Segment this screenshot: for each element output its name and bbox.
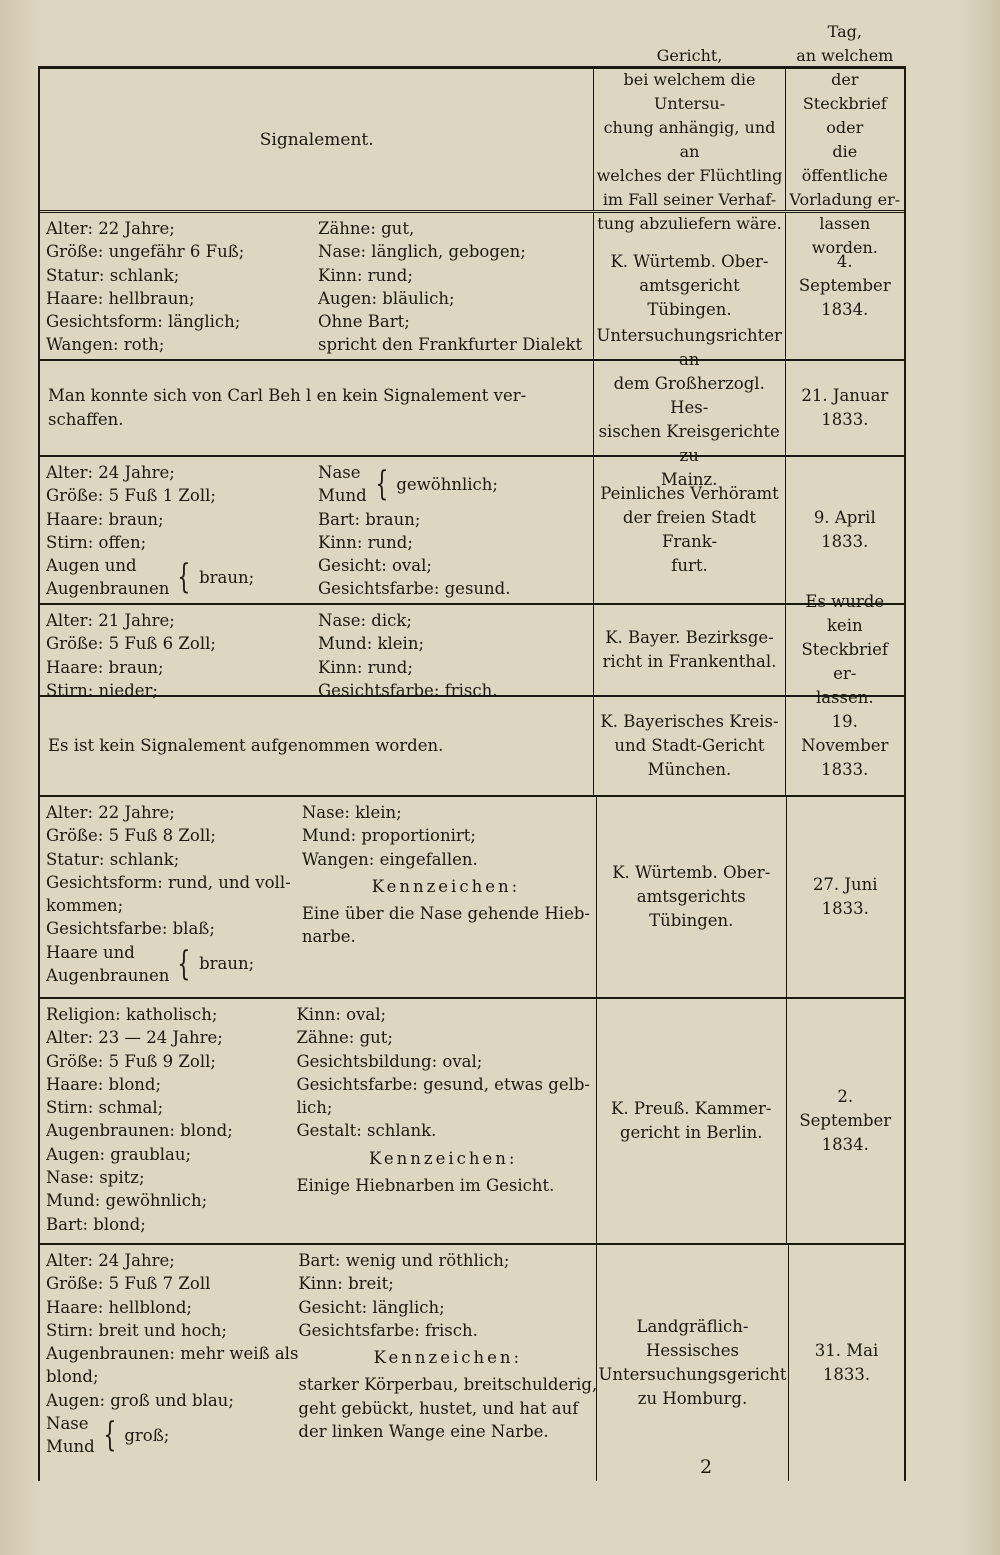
signalement-line: Größe: 5 Fuß 8 Zoll; <box>46 826 216 846</box>
signalement-line: kommen; <box>46 896 124 916</box>
court-text <box>600 710 778 782</box>
brace-items <box>318 461 367 508</box>
signalement-line: Wangen: eingefallen. <box>301 849 478 869</box>
court-line: K. Bayer. Bezirksge- <box>605 628 774 647</box>
signalement-line: Gesichtsform: länglich; <box>46 312 241 332</box>
court-line: und Stadt-Gericht <box>614 736 765 755</box>
signalement-note <box>48 384 526 432</box>
court-line: der freien Stadt Frank- <box>622 508 757 551</box>
header-court-line: im Fall seiner Verhaf- <box>602 189 777 209</box>
brace-item: Nase <box>46 1414 89 1434</box>
signalement-line: Gesicht: länglich; <box>298 1297 445 1317</box>
signalement-line: Augen: graublau; <box>46 1144 192 1164</box>
date-line: 19. November <box>801 712 889 755</box>
signalement-left <box>46 1249 298 1477</box>
signalement-line: Gesichtsfarbe: gesund. <box>318 579 511 599</box>
header-court-line: bei welchem die Untersu- <box>623 69 756 113</box>
court-line: furt. <box>671 556 708 575</box>
date-line: Es wurde kein <box>805 592 885 635</box>
signalement-line: Haare: braun; <box>46 509 164 529</box>
signalement-line: Nase: länglich, gebogen; <box>318 242 526 262</box>
signalement-line: Größe: 5 Fuß 1 Zoll; <box>46 486 216 506</box>
signalement-right <box>318 217 587 355</box>
table-body <box>40 213 904 1481</box>
date-line: lassen. <box>815 688 874 707</box>
kennzeichen-line: narbe. <box>301 927 356 947</box>
date-cell <box>786 457 904 603</box>
brace-item: Nase <box>318 463 361 482</box>
signalement-cell <box>40 1245 597 1481</box>
signalement-cell <box>40 213 594 359</box>
signalement-line: lich; <box>296 1098 333 1118</box>
signalement-line: Gesichtsfarbe: gesund, etwas gelb- <box>296 1074 590 1094</box>
signalement-line: Bart: braun; <box>318 509 421 529</box>
signalement-line: Mund: proportionirt; <box>301 826 476 846</box>
court-text <box>598 1315 786 1411</box>
signalement-line: Stirn: breit und hoch; <box>46 1320 227 1340</box>
signalement-left <box>46 609 318 700</box>
signalement-left <box>46 217 318 355</box>
court-line: zu Homburg. <box>637 1389 748 1408</box>
signalement-line: Stirn: nieder; <box>46 680 158 700</box>
brace-group <box>318 461 587 508</box>
brace-item: Haare und <box>46 942 135 962</box>
date-line: 1833. <box>822 1365 871 1384</box>
signalement-cell <box>40 697 594 795</box>
signalement-line: Alter: 24 Jahre; <box>46 463 175 482</box>
court-cell <box>597 797 787 997</box>
date-cell <box>786 213 904 359</box>
header-court-line: chung anhängig, und an <box>603 117 776 161</box>
signalement-line: Nase: spitz; <box>46 1168 145 1188</box>
date-cell <box>787 999 904 1243</box>
signalement-line: Kinn: rund; <box>318 657 413 677</box>
signalement-line: spricht den Frankfurter Dialekt <box>318 335 583 355</box>
court-text <box>600 861 783 933</box>
court-line: Untersuchungsrichter an <box>596 326 782 369</box>
signalement-left <box>46 801 302 993</box>
signalement-note <box>48 734 443 758</box>
header-court-line: welches der Flüchtling <box>596 165 783 185</box>
brace-value: braun; <box>199 954 255 974</box>
brace-item: Mund <box>46 1437 95 1457</box>
date-line: 27. Juni <box>812 875 878 894</box>
header-date-line: lassen worden. <box>811 213 878 257</box>
note-line: Man konnte sich von Carl Beh l en kein Signalement ver- <box>48 386 527 405</box>
signalement-line: Alter: 22 Jahre; <box>46 219 175 238</box>
signalement-line: Größe: ungefähr 6 Fuß; <box>46 242 245 262</box>
signalement-cell <box>40 361 594 455</box>
table-row <box>40 797 904 999</box>
header-date-line: die öffentliche <box>801 141 888 185</box>
header-date-line: an welchem der <box>796 45 894 89</box>
header-date <box>786 21 904 257</box>
signalement-left <box>46 1003 296 1239</box>
signalement-line: Haare: hellblond; <box>46 1297 192 1317</box>
kennzeichen-heading: Kennzeichen: <box>373 1348 523 1368</box>
page-number: 2 <box>700 1456 713 1478</box>
signalement-line: Haare: hellbraun; <box>46 288 195 308</box>
signalement-line: Nase: dick; <box>318 611 412 630</box>
date-text <box>789 710 901 782</box>
signalement-line: Haare: braun; <box>46 657 164 677</box>
signalement-line: Alter: 23 — 24 Jahre; <box>46 1028 223 1048</box>
kennzeichen-line: geht gebückt, hustet, und hat auf <box>298 1398 579 1418</box>
court-cell <box>594 326 786 489</box>
court-cell <box>594 605 785 695</box>
kennzeichen-line: Eine über die Nase gehende Hieb- <box>301 904 590 924</box>
brace-value: braun; <box>199 567 255 587</box>
kennzeichen-line: starker Körperbau, breitschulderig, <box>298 1375 598 1395</box>
signalement-line: Gesichtsbildung: oval; <box>296 1051 483 1071</box>
court-line: K. Würtemb. Ober- <box>610 252 769 271</box>
court-line: München. <box>647 760 732 779</box>
date-line: Steckbrief er- <box>801 640 889 683</box>
court-line: sischen Kreisgerichte zu <box>598 422 780 465</box>
signalement-line: Alter: 21 Jahre; <box>46 611 175 630</box>
court-line: K. Würtemb. Ober- <box>612 863 771 882</box>
date-line: 1833. <box>821 532 869 551</box>
court-text <box>603 626 777 674</box>
date-line: 1834. <box>821 300 869 319</box>
court-line: amtsgerichts Tübingen. <box>636 887 746 930</box>
date-line: 9. April <box>813 508 876 527</box>
table-row <box>40 457 904 605</box>
brace-group <box>46 554 318 601</box>
signalement-line: Zähne: gut; <box>296 1028 393 1048</box>
court-text <box>611 1097 771 1145</box>
brace-items <box>46 554 169 601</box>
date-text <box>789 590 901 710</box>
header-date-line: Steckbrief oder <box>802 93 887 137</box>
signalement-line: Gesicht: oval; <box>318 556 432 576</box>
court-line: richt in Frankenthal. <box>602 652 777 671</box>
signalement-line: Stirn: offen; <box>46 532 147 552</box>
signalement-cell <box>40 797 597 997</box>
brace-item: Augen und <box>46 556 137 576</box>
brace-group <box>46 941 302 988</box>
date-cell <box>787 797 904 997</box>
brace-group <box>46 1412 298 1459</box>
brace-value: gewöhnlich; <box>396 474 498 494</box>
header-court <box>594 45 785 233</box>
date-line: 2. September <box>799 1087 892 1130</box>
signalement-right <box>296 1003 590 1239</box>
date-text <box>815 1339 879 1387</box>
signalement-line: blond; <box>46 1367 99 1387</box>
signalement-line: Augen: bläulich; <box>318 288 455 308</box>
signalement-right <box>302 801 590 993</box>
signalement-line: Statur: schlank; <box>46 265 180 285</box>
brace-items <box>46 1412 95 1459</box>
date-text <box>813 873 878 921</box>
court-line: Untersuchungsgericht <box>598 1365 787 1384</box>
date-cell <box>786 361 904 455</box>
date-text <box>789 250 901 322</box>
table-row <box>40 697 904 797</box>
header-date-line: Tag, <box>827 21 862 41</box>
header-signalement-text: Signalement. <box>259 129 374 150</box>
signalement-line: Mund: gewöhnlich; <box>46 1191 208 1211</box>
date-line: 1833. <box>821 410 869 429</box>
note-line: schaffen. <box>48 410 124 429</box>
court-cell <box>594 697 785 795</box>
table-row <box>40 1245 904 1481</box>
signalement-line: Gesichtsform: rund, und voll- <box>46 872 291 892</box>
signalement-line: Nase: klein; <box>301 803 402 822</box>
header-date-line: Vorladung er- <box>789 189 901 209</box>
court-line: gericht in Berlin. <box>619 1123 763 1142</box>
signalement-line: Alter: 24 Jahre; <box>46 1251 175 1270</box>
signalement-line: Kinn: rund; <box>318 265 413 285</box>
signalement-line: Bart: wenig und röthlich; <box>298 1251 510 1270</box>
signalement-right <box>318 461 587 599</box>
signalement-cell <box>40 457 594 603</box>
signalement-line: Ohne Bart; <box>318 312 410 332</box>
date-line: 1833. <box>821 760 869 779</box>
signalement-right <box>318 609 587 700</box>
kennzeichen-heading: Kennzeichen: <box>371 876 521 896</box>
signalement-line: Kinn: breit; <box>298 1274 394 1294</box>
signalement-line: Haare: blond; <box>46 1074 162 1094</box>
signalement-line: Religion: katholisch; <box>46 1005 218 1024</box>
signalement-cell <box>40 605 594 700</box>
date-cell <box>786 697 904 795</box>
header-signalement <box>40 69 594 210</box>
kennzeichen-line: Einige Hiebnarben im Gesicht. <box>296 1176 555 1196</box>
signalement-table <box>38 21 906 1481</box>
kennzeichen-heading: Kennzeichen: <box>369 1148 518 1168</box>
date-line: 31. Mai <box>814 1341 879 1360</box>
signalement-line: Gesichtsfarbe: frisch. <box>298 1320 478 1340</box>
date-text <box>801 384 888 432</box>
court-line: Mainz. <box>660 470 718 489</box>
kennzeichen-line: der linken Wange eine Narbe. <box>298 1422 549 1442</box>
signalement-line: Zähne: gut, <box>318 219 415 238</box>
court-line: amtsgericht Tübingen. <box>639 276 740 319</box>
signalement-line: Kinn: oval; <box>296 1005 387 1024</box>
date-text <box>814 506 876 554</box>
signalement-line: Größe: 5 Fuß 6 Zoll; <box>46 634 216 654</box>
signalement-left <box>46 461 318 599</box>
brace-item: Augenbraunen <box>46 579 170 599</box>
signalement-line: Augenbraunen: mehr weiß als <box>46 1344 299 1364</box>
signalement-line: Gesichtsfarbe: frisch. <box>318 680 498 700</box>
brace-item: Mund <box>318 486 367 506</box>
date-cell <box>786 592 904 707</box>
court-text <box>597 482 781 578</box>
signalement-line: Augenbraunen: blond; <box>46 1121 233 1141</box>
brace-symbol: { <box>177 557 191 598</box>
header-court-line: tung abzuliefern wäre. <box>597 213 782 233</box>
signalement-cell <box>40 999 597 1243</box>
court-line: K. Preuß. Kammer- <box>611 1099 772 1118</box>
signalement-line: Gestalt: schlank. <box>296 1121 437 1141</box>
brace-item: Augenbraunen <box>46 966 170 986</box>
brace-value: groß; <box>124 1425 170 1445</box>
date-cell <box>789 1245 904 1481</box>
brace-symbol: { <box>103 1415 117 1456</box>
date-line: 1833. <box>821 899 869 918</box>
brace-symbol: { <box>375 464 389 505</box>
date-line: 21. Januar <box>801 386 889 405</box>
table-row <box>40 999 904 1245</box>
date-line: 1834. <box>821 1135 869 1154</box>
court-cell <box>597 999 787 1243</box>
signalement-line: Statur: schlank; <box>46 849 180 869</box>
brace-items <box>46 941 169 988</box>
header-court-line: Gericht, <box>656 45 723 65</box>
court-line: Landgräflich-Hessisches <box>636 1317 749 1360</box>
court-text <box>597 250 781 322</box>
signalement-line: Stirn: schmal; <box>46 1098 164 1118</box>
signalement-line: Augen: groß und blau; <box>46 1390 234 1410</box>
signalement-line: Größe: 5 Fuß 9 Zoll; <box>46 1051 216 1071</box>
signalement-line: Größe: 5 Fuß 7 Zoll <box>46 1274 211 1294</box>
signalement-right <box>298 1249 597 1477</box>
court-cell <box>597 1245 789 1481</box>
header-court-text <box>594 42 784 238</box>
signalement-line: Gesichtsfarbe: blaß; <box>46 919 215 939</box>
court-line: K. Bayerisches Kreis- <box>600 712 779 731</box>
note-line: Es ist kein Signalement aufgenommen worden. <box>48 736 444 755</box>
date-text <box>790 1085 901 1157</box>
court-line: dem Großherzogl. Hes- <box>613 374 765 417</box>
brace-symbol: { <box>177 944 191 985</box>
court-line: Peinliches Verhöramt <box>600 484 779 503</box>
signalement-line: Kinn: rund; <box>318 532 413 552</box>
date-line: 4. September <box>798 252 891 295</box>
signalement-line: Bart: blond; <box>46 1214 146 1234</box>
signalement-line: Wangen: roth; <box>46 335 165 355</box>
signalement-line: Mund: klein; <box>318 634 425 654</box>
table-row <box>40 592 904 707</box>
signalement-line: Alter: 22 Jahre; <box>46 803 175 822</box>
court-cell <box>594 457 785 603</box>
